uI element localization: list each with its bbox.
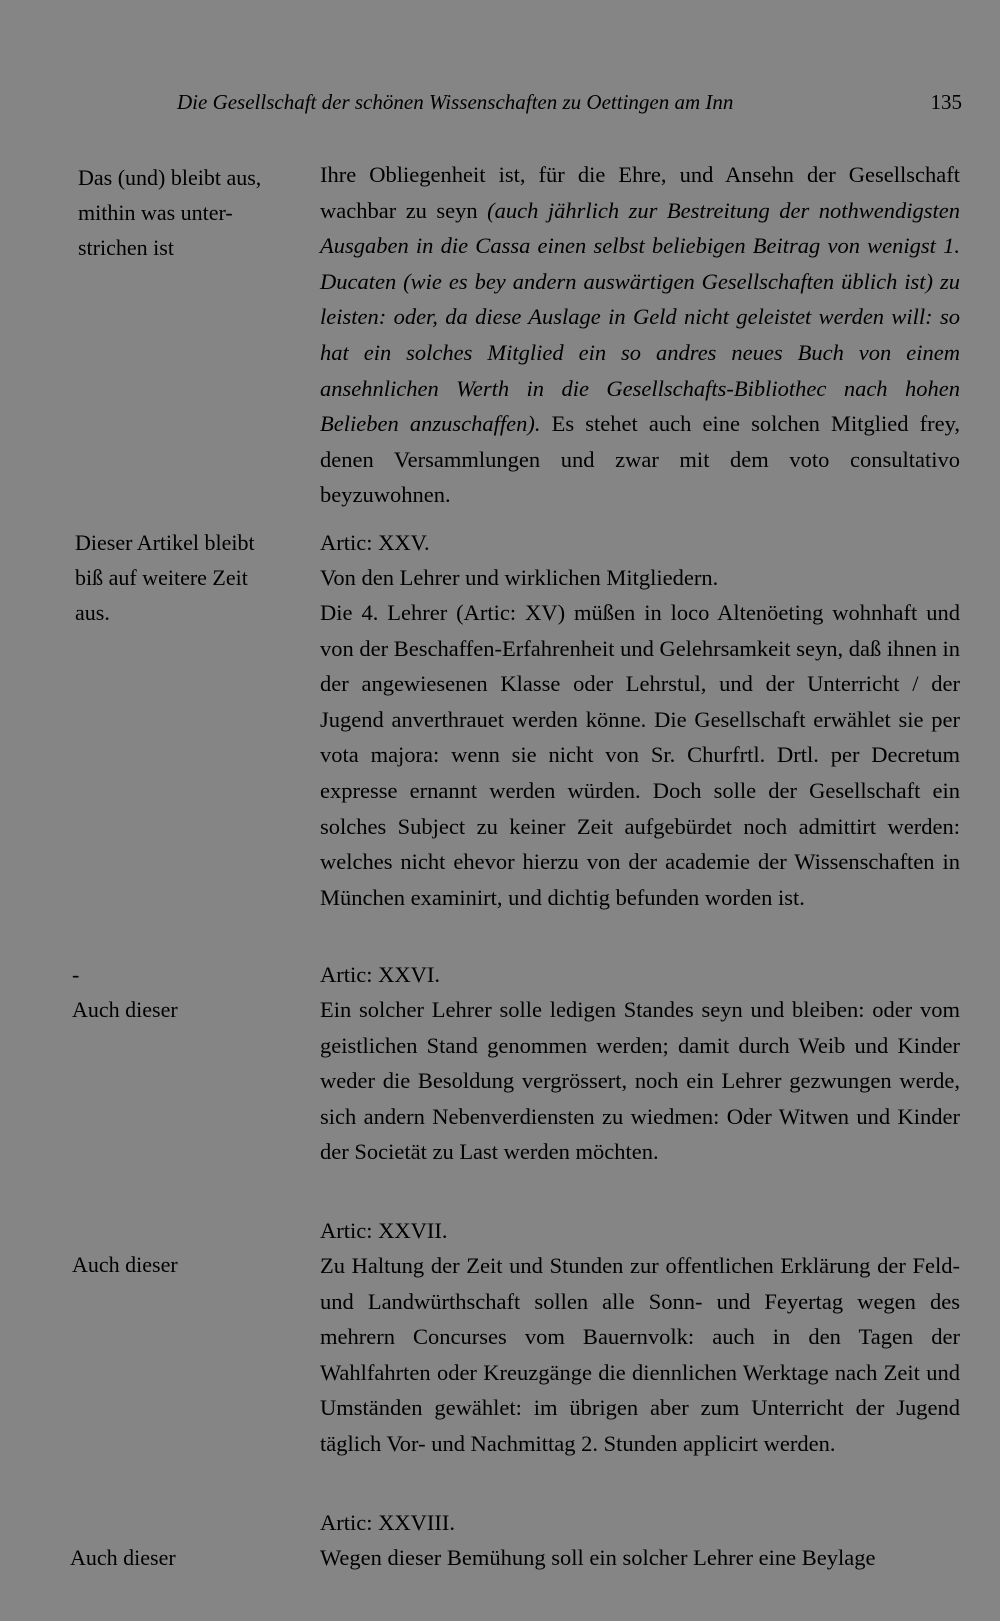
margin-note-2: Dieser Artikel bleibt biß auf weitere Zeit aus. <box>75 530 255 625</box>
article-text-26: Ein solcher Lehrer solle ledigen Standes seyn und bleiben: oder vom geistlichen Stand genommen werden; damit durch Weib und Kinder weder die Besoldung vergrössert, noch ein Lehrer gezwungen werde, sich andern Nebenverdiensten zu wiedmen: Oder Witwen und Kinder der Societät zu Last werden möchten. <box>320 997 960 1165</box>
margin-note-4: Auch dieser <box>72 997 178 1022</box>
margin-note-5: Auch dieser <box>72 1252 178 1277</box>
page-header <box>0 90 1000 120</box>
margin-note-1: Das (und) bleibt aus, mithin was unter- strichen ist <box>78 165 262 260</box>
paragraph-text: Es stehet auch eine solchen Mitglied frey, denen Versammlungen und zwar mit dem voto consultativo beyzuwohnen. <box>320 411 961 508</box>
article-heading-28: Artic: XXVIII. <box>320 1510 455 1535</box>
article-subtitle-25: Von den Lehrer und wirklichen Mitgliedern. <box>320 565 719 590</box>
article-text-28: Wegen dieser Bemühung soll ein solcher Lehrer eine Beylage <box>320 1545 876 1570</box>
paragraph-text: Ihre Obliegenheit ist, für die Ehre, und Ansehn der Gesellschaft wachbar zu seyn <box>320 162 960 223</box>
article-heading-26: Artic: XXVI. <box>320 962 440 987</box>
margin-note-6: Auch dieser <box>70 1545 176 1570</box>
article-heading-27: Artic: XXVII. <box>320 1218 448 1243</box>
running-title: Die Gesellschaft der schönen Wissenschaften zu Oettingen am Inn <box>177 90 734 114</box>
article-text-27: Zu Haltung der Zeit und Stunden zur offentlichen Erklärung der Feld- und Landwürthschaft sollen alle Sonn- und Feyertag wegen des mehrern Concurses vom Bauernvolk: auch in den Tagen der Wahlfahrten oder Kreuzgänge die diennlichen Werktage nach Zeit und Umständen gewählet: im übrigen aber zum Unterricht der Jugend täglich Vor- und Nachmittag 2. Stunden applicirt werden. <box>320 1253 960 1456</box>
page-number: 135 <box>930 90 962 114</box>
margin-note-3: - <box>72 962 80 987</box>
underlined-passage: (auch jährlich zur Bestreitung der nothwendigsten Ausgaben in die Cassa einen selbst beliebigen Beitrag von wenigst 1. Ducaten (wie es bey andern auswärtigen Gesellschaften üblich ist) zu leisten: oder, da diese Auslage in Geld nicht geleistet werden will: so hat ein solches Mitglied ein so andres neues Buch von einem ansehnlichen Werth in die Gesellschafts-Bibliothec nach hohen Belieben anzuschaffen). <box>320 197 961 437</box>
paragraph-membership-duties <box>320 157 960 513</box>
article-text-25: Die 4. Lehrer (Artic: XV) müßen in loco Altenöeting wohnhaft und von der Beschaffen-Erfahrenheit und Gelehrsamkeit seyn, daß ihnen in der angewiesenen Klasse oder Lehrstul, und der Unterricht / der Jugend anverthrauet werden könne. Die Gesellschaft erwählet sie per vota majora: wenn sie nicht von Sr. Churfrtl. Drtl. per Decretum expresse ernannt werden würden. Doch solle der Gesellschaft ein solches Subject zu keiner Zeit aufgebürdet noch admittirt werden: welches nicht ehevor hierzu von der academie der Wissenschaften in München examinirt, und dichtig befunden worden ist. <box>320 600 960 910</box>
article-heading-25: Artic: XXV. <box>320 530 430 555</box>
